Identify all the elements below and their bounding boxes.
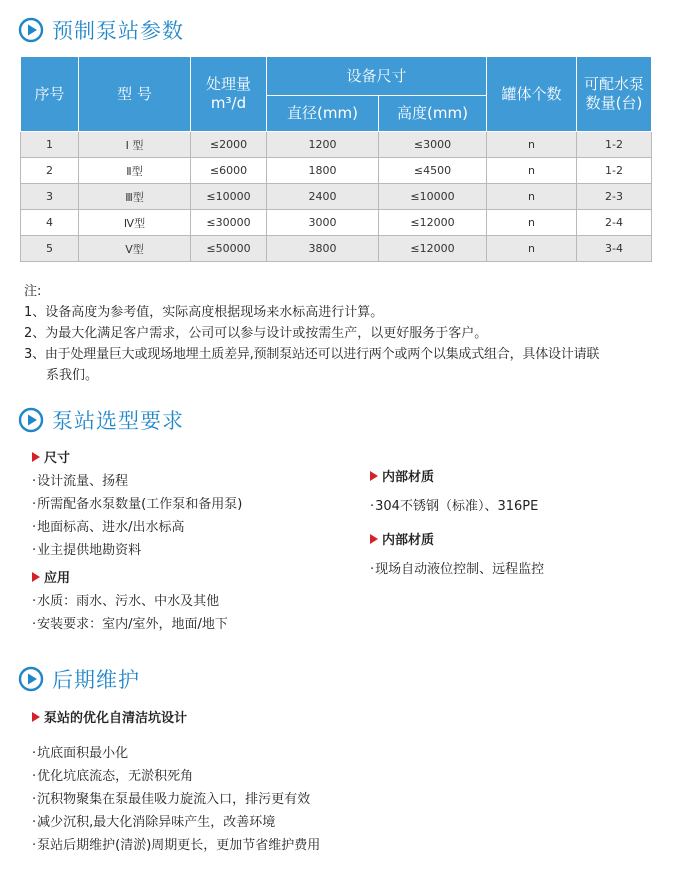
section-title-text: 预制泵站参数	[52, 19, 184, 43]
triangle-bullet-icon	[370, 534, 378, 544]
header-model: 型 号	[79, 57, 191, 132]
cell-index: 4	[21, 210, 79, 236]
section-title-text: 泵站选型要求	[52, 409, 184, 433]
notes-label: 注:	[24, 284, 42, 299]
cell-diameter: 1800	[267, 158, 379, 184]
cell-model: I 型	[79, 132, 191, 158]
subhead-text: 尺寸	[44, 451, 71, 466]
header-pumps	[577, 57, 652, 132]
header-capacity-label: 处理量	[205, 75, 251, 94]
selection-material-block	[370, 466, 538, 518]
cell-capacity: ≤6000	[191, 158, 267, 184]
cell-height: ≤12000	[379, 236, 487, 262]
play-circle-icon	[18, 666, 44, 692]
cell-tanks: n	[487, 184, 577, 210]
cell-tanks: n	[487, 132, 577, 158]
list-item: · 优化坑底流态，无淤积死角	[32, 765, 320, 788]
header-pumps-line1: 可配水泵	[584, 75, 645, 94]
cell-tanks: n	[487, 158, 577, 184]
cell-pumps: 3-4	[577, 236, 652, 262]
section-title-maintenance	[18, 664, 140, 694]
cell-height: ≤3000	[379, 132, 487, 158]
notes-block	[24, 281, 599, 386]
list-item: · 坑底面积最小化	[32, 742, 320, 765]
subhead-size	[32, 447, 242, 466]
subhead-text: 内部材质	[382, 533, 435, 548]
note-item: 1、设备高度为参考值，实际高度根据现场来水标高进行计算。	[24, 305, 384, 320]
cell-capacity: ≤10000	[191, 184, 267, 210]
list-item: · 沉积物聚集在泵最佳吸力旋流入口，排污更有效	[32, 788, 320, 811]
subhead-material	[370, 529, 544, 548]
list-item: · 设计流量、扬程	[32, 470, 242, 493]
note-item-continued: 系我们。	[46, 368, 99, 383]
header-capacity-unit: m³/d	[210, 94, 247, 112]
cell-model: Ⅳ型	[79, 210, 191, 236]
list-item: · 所需配备水泵数量(工作泵和备用泵)	[32, 493, 242, 516]
header-index: 序号	[21, 57, 79, 132]
params-table-body	[21, 132, 652, 262]
triangle-bullet-icon	[370, 471, 378, 481]
cell-pumps: 1-2	[577, 132, 652, 158]
table-row	[21, 132, 652, 158]
subhead-text: 应用	[44, 571, 71, 586]
cell-model: Ⅱ型	[79, 158, 191, 184]
cell-index: 2	[21, 158, 79, 184]
cell-tanks: n	[487, 236, 577, 262]
play-circle-icon	[18, 17, 44, 43]
cell-height: ≤10000	[379, 184, 487, 210]
list-item: · 泵站后期维护(清淤)周期更长，更加节省维护费用	[32, 834, 320, 857]
section-title-text: 后期维护	[52, 668, 140, 692]
subhead-text: 内部材质	[382, 470, 435, 485]
cell-pumps: 2-3	[577, 184, 652, 210]
cell-capacity: ≤2000	[191, 132, 267, 158]
table-row	[21, 210, 652, 236]
list-item: · 304不锈钢（标准）、316PE	[370, 495, 538, 518]
selection-control-block	[370, 529, 544, 581]
subhead-material	[370, 466, 538, 485]
cell-index: 5	[21, 236, 79, 262]
table-row	[21, 158, 652, 184]
cell-height: ≤4500	[379, 158, 487, 184]
cell-pumps: 2-4	[577, 210, 652, 236]
subhead-text: 泵站的优化自清洁坑设计	[44, 711, 188, 726]
maintenance-block	[32, 707, 320, 857]
selection-size-block	[32, 447, 242, 562]
list-item: · 现场自动液位控制、远程监控	[370, 558, 544, 581]
cell-index: 3	[21, 184, 79, 210]
selection-application-block	[32, 567, 228, 636]
cell-diameter: 3000	[267, 210, 379, 236]
header-diameter: 直径(mm)	[267, 96, 379, 132]
header-tanks: 罐体个数	[487, 57, 577, 132]
cell-capacity: ≤50000	[191, 236, 267, 262]
subhead-application	[32, 567, 228, 586]
section-title-params	[18, 15, 184, 45]
list-item: · 地面标高、进水/出水标高	[32, 516, 242, 539]
note-item: 3、由于处理量巨大或现场地埋土质差异,预制泵站还可以进行两个或两个以集成式组合，具体设计请联	[24, 347, 600, 362]
cell-index: 1	[21, 132, 79, 158]
list-item: · 业主提供地勘资料	[32, 539, 242, 562]
list-item: · 水质：雨水、污水、中水及其他	[32, 590, 228, 613]
cell-diameter: 2400	[267, 184, 379, 210]
header-capacity	[191, 57, 267, 132]
header-height: 高度(mm)	[379, 96, 487, 132]
play-circle-icon	[18, 407, 44, 433]
cell-model: Ⅲ型	[79, 184, 191, 210]
list-item: · 减少沉积,最大化消除异味产生，改善环境	[32, 811, 320, 834]
triangle-bullet-icon	[32, 452, 40, 462]
cell-tanks: n	[487, 210, 577, 236]
table-row	[21, 236, 652, 262]
cell-diameter: 3800	[267, 236, 379, 262]
note-item: 2、为最大化满足客户需求，公司可以参与设计或按需生产，以更好服务于客户。	[24, 326, 488, 341]
subhead-self-cleaning	[32, 707, 320, 726]
cell-diameter: 1200	[267, 132, 379, 158]
triangle-bullet-icon	[32, 712, 40, 722]
list-item: · 安装要求：室内/室外，地面/地下	[32, 613, 228, 636]
cell-capacity: ≤30000	[191, 210, 267, 236]
header-size: 设备尺寸	[267, 57, 487, 96]
cell-pumps: 1-2	[577, 158, 652, 184]
table-row	[21, 184, 652, 210]
params-table	[20, 56, 652, 262]
cell-height: ≤12000	[379, 210, 487, 236]
header-pumps-line2: 数量(台)	[585, 94, 643, 112]
triangle-bullet-icon	[32, 572, 40, 582]
section-title-selection	[18, 405, 184, 435]
cell-model: Ⅴ型	[79, 236, 191, 262]
